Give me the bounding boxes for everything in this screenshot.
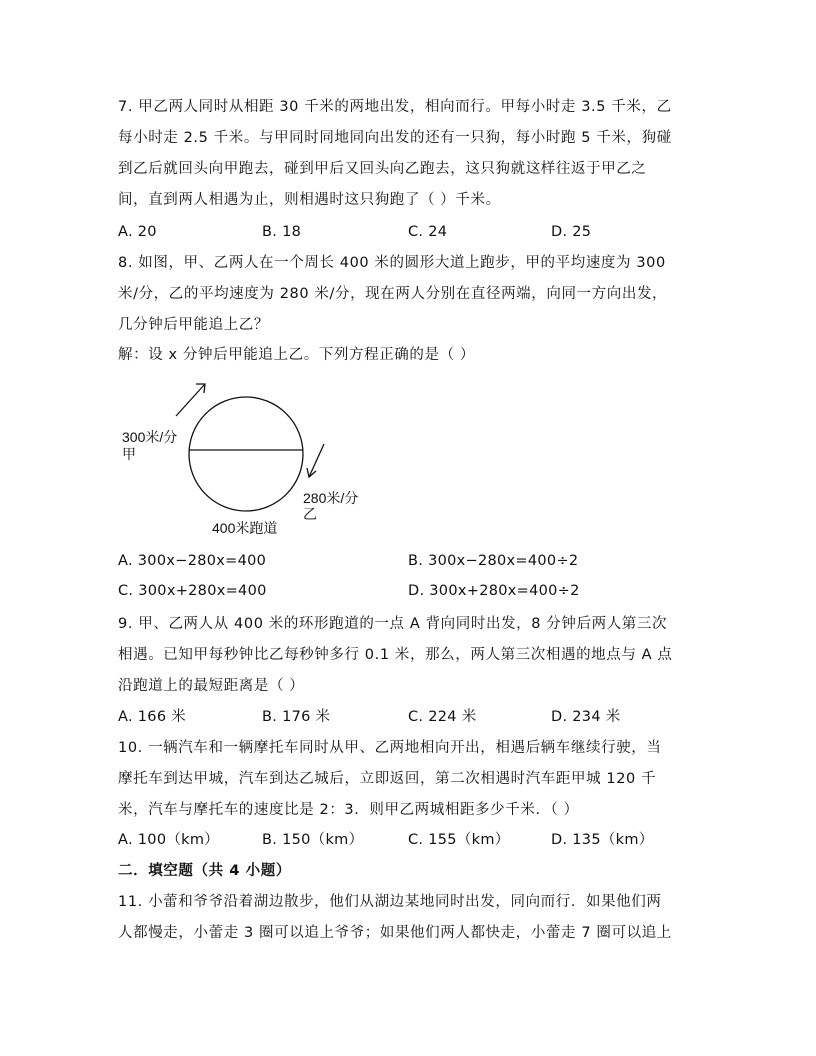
q8-line-3: 几分钟后甲能追上乙？ — [118, 317, 269, 333]
q9-option-b[interactable]: B. 176 米 — [262, 709, 331, 725]
jia-name-label: 甲 — [122, 446, 136, 462]
arrow-yi-icon — [307, 444, 324, 477]
q9-option-c[interactable]: C. 224 米 — [408, 709, 477, 725]
jia-speed-label: 300米/分 — [122, 429, 178, 445]
q8-line-2: 米/分，乙的平均速度为 280 米/分，现在两人分别在直径两端，向同一方向出发， — [118, 286, 668, 302]
q11-line-2: 人都慢走，小蕾走 3 圈可以追上爷爷；如果他们两人都快走，小蕾走 7 圈可以追上 — [118, 925, 672, 941]
q7-option-d[interactable]: D. 25 — [551, 224, 592, 240]
track-label: 400米跑道 — [212, 520, 278, 536]
q7-option-b[interactable]: B. 18 — [262, 224, 302, 240]
q9-line-1: 9. 甲、乙两人从 400 米的环形跑道的一点 A 背向同时出发，8 分钟后两人第三次 — [118, 616, 668, 632]
q8-line-1: 8. 如图，甲、乙两人在一个周长 400 米的圆形大道上跑步，甲的平均速度为 300 — [118, 255, 666, 271]
q10-option-c[interactable]: C. 155（km） — [408, 832, 510, 848]
q10-line-2: 摩托车到达甲城，汽车到达乙城后，立即返回，第二次相遇时汽车距甲城 120 千 — [118, 771, 657, 787]
q7-option-a[interactable]: A. 20 — [118, 224, 157, 240]
q7-line-2: 每小时走 2.5 千米。与甲同时同地同向出发的还有一只狗，每小时跑 5 千米，狗碰 — [118, 130, 672, 146]
q10-line-1: 10. 一辆汽车和一辆摩托车同时从甲、乙两地相向开出，相遇后辆车继续行驶，当 — [118, 740, 662, 756]
q10-line-3: 米，汽车与摩托车的速度比是 2：3．则甲乙两城相距多少千米．（ ） — [118, 802, 579, 818]
q10-option-a[interactable]: A. 100（km） — [118, 832, 220, 848]
circular-track — [189, 397, 303, 511]
q8-option-d[interactable]: D. 300x+280x=400÷2 — [408, 583, 580, 599]
track-figure — [110, 370, 370, 545]
q7-option-c[interactable]: C. 24 — [408, 224, 448, 240]
q7-line-1: 7. 甲乙两人同时从相距 30 千米的两地出发，相向而行。甲每小时走 3.5 千米，乙 — [118, 99, 672, 115]
q8-option-c[interactable]: C. 300x+280x=400 — [118, 583, 267, 599]
yi-name-label: 乙 — [303, 506, 317, 522]
q10-option-d[interactable]: D. 135（km） — [551, 832, 654, 848]
track-diagram — [110, 370, 370, 545]
arrow-jia-icon — [176, 384, 205, 416]
q7-line-4: 间，直到两人相遇为止，则相遇时这只狗跑了（ ）千米。 — [118, 192, 501, 208]
q9-line-3: 沿跑道上的最短距离是（ ） — [118, 678, 305, 694]
q9-option-d[interactable]: D. 234 米 — [551, 709, 621, 725]
q7-line-3: 到乙后就回头向甲跑去，碰到甲后又回头向乙跑去，这只狗就这样往返于甲乙之 — [118, 161, 647, 177]
q9-option-a[interactable]: A. 166 米 — [118, 709, 187, 725]
section-heading-fill-blank: 二．填空题（共 4 小题） — [118, 863, 291, 879]
q9-line-2: 相遇。已知甲每秒钟比乙每秒钟多行 0.1 米，那么，两人第三次相遇的地点与 A 点 — [118, 647, 673, 663]
yi-speed-label: 280米/分 — [303, 490, 359, 506]
q8-option-b[interactable]: B. 300x−280x=400÷2 — [408, 553, 579, 569]
q8-option-a[interactable]: A. 300x−280x=400 — [118, 553, 267, 569]
q11-line-1: 11. 小蕾和爷爷沿着湖边散步，他们从湖边某地同时出发，同向而行．如果他们两 — [118, 894, 662, 910]
q8-solution-line: 解：设 x 分钟后甲能追上乙。下列方程正确的是（ ） — [118, 347, 476, 363]
q10-option-b[interactable]: B. 150（km） — [262, 832, 364, 848]
